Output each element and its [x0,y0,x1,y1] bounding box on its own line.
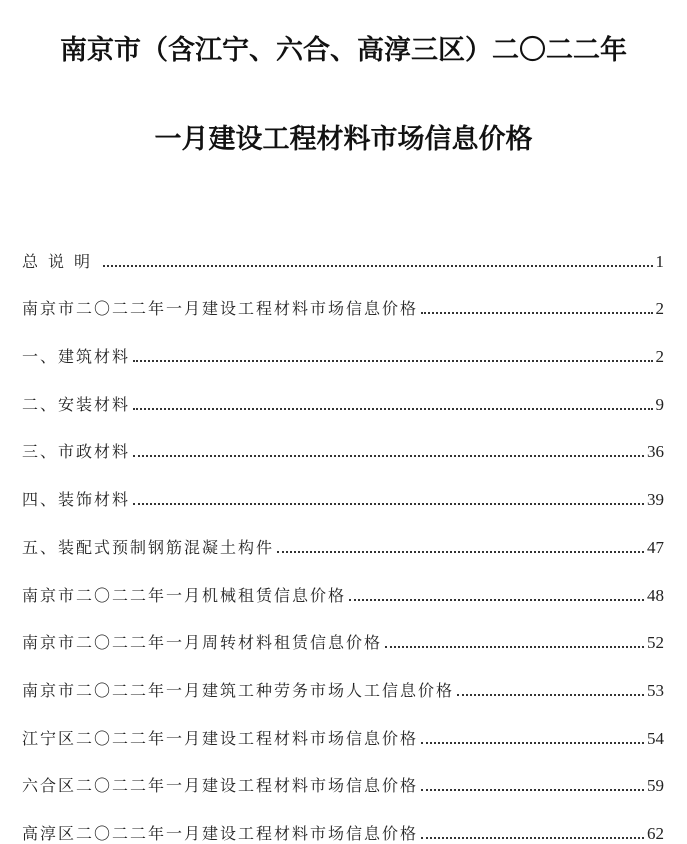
toc-entry-installation-materials[interactable] [22,367,664,415]
document-title-line-1: 南京市（含江宁、六合、高淳三区）二〇二二年 [60,35,627,66]
toc-entry-label: 六合区二〇二二年一月建设工程材料市场信息价格 [22,776,419,796]
toc-entry-general-notes[interactable] [22,224,664,272]
toc-page-number: 62 [647,823,664,843]
toc-page-number: 2 [655,347,664,367]
toc-entry-turnover-materials-rental[interactable] [22,606,664,654]
toc-page-number: 39 [647,490,664,510]
toc-entry-municipal-materials[interactable] [22,415,664,463]
toc-entry-label: 总说明 [22,251,101,271]
toc-dot-leader [133,502,644,505]
toc-dot-leader [133,359,652,362]
toc-entry-label: 南京市二〇二二年一月建设工程材料市场信息价格 [22,299,419,319]
table-of-contents [22,224,664,844]
toc-entry-decoration-materials[interactable] [22,462,664,510]
toc-entry-machinery-rental[interactable] [22,558,664,606]
toc-page-number: 53 [647,680,664,700]
toc-dot-leader [421,741,644,744]
toc-entry-label: 四、装饰材料 [22,490,131,510]
toc-dot-leader [349,598,644,601]
toc-entry-label: 三、市政材料 [22,442,131,462]
toc-dot-leader [133,454,644,457]
toc-dot-leader [133,407,652,410]
toc-entry-label: 二、安装材料 [22,394,131,414]
toc-entry-label: 一、建筑材料 [22,347,131,367]
toc-dot-leader [421,788,644,791]
toc-entry-label: 南京市二〇二二年一月建筑工种劳务市场人工信息价格 [22,680,455,700]
toc-entry-precast-components[interactable] [22,510,664,558]
toc-dot-leader [277,550,644,553]
toc-entry-label: 五、装配式预制钢筋混凝土构件 [22,537,275,557]
toc-dot-leader [457,693,644,696]
toc-page-number: 2 [655,299,664,319]
toc-entry-building-materials[interactable] [22,319,664,367]
toc-page-number: 36 [647,442,664,462]
document-title-line-2: 一月建设工程材料市场信息价格 [154,124,533,155]
toc-dot-leader [421,311,652,314]
toc-entry-label: 南京市二〇二二年一月周转材料租赁信息价格 [22,633,383,653]
toc-entry-label: 高淳区二〇二二年一月建设工程材料市场信息价格 [22,823,419,843]
toc-page-number: 1 [655,251,664,271]
toc-entry-label: 江宁区二〇二二年一月建设工程材料市场信息价格 [22,728,419,748]
toc-dot-leader [103,264,652,267]
toc-entry-labor-prices[interactable] [22,653,664,701]
toc-entry-nanjing-materials[interactable] [22,272,664,320]
toc-page-number: 47 [647,537,664,557]
toc-page-number: 9 [655,394,664,414]
toc-entry-jiangning-materials[interactable] [22,701,664,749]
toc-page-number: 54 [647,728,664,748]
toc-page-number: 48 [647,585,664,605]
toc-page-number: 59 [647,776,664,796]
toc-page-number: 52 [647,633,664,653]
toc-dot-leader [385,645,644,648]
toc-dot-leader [421,836,644,839]
toc-entry-label: 南京市二〇二二年一月机械租赁信息价格 [22,585,347,605]
toc-entry-luhe-materials[interactable] [22,749,664,797]
toc-entry-gaochun-materials[interactable] [22,796,664,844]
